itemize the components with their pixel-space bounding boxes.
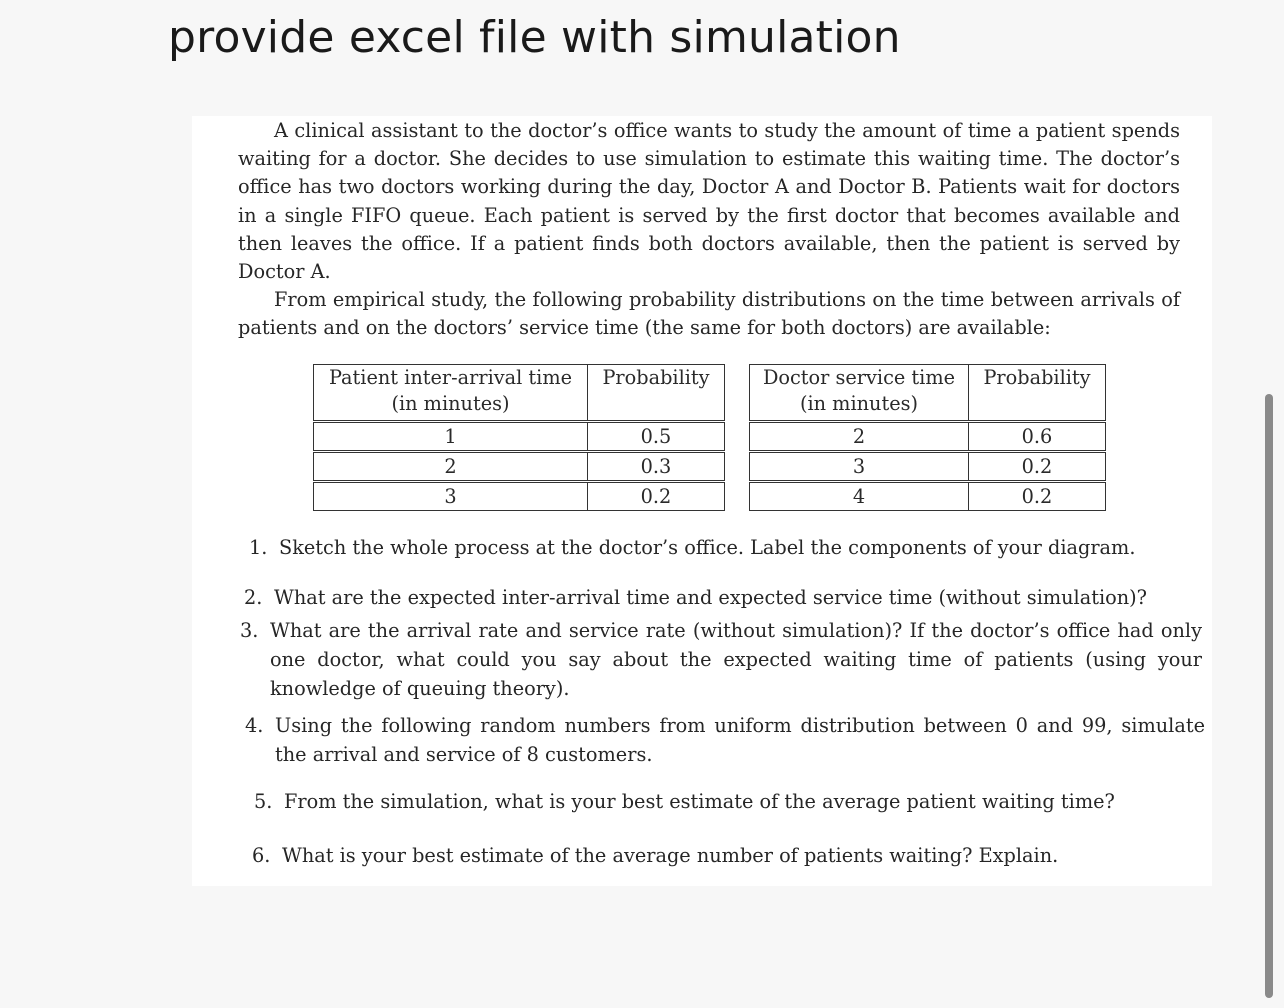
- interarrival-header: [314, 365, 588, 422]
- question-text: Using the following random numbers from uniform distribution between 0 and 99, simulate the arrival and service of 8 customers.: [275, 714, 1205, 766]
- question-text: What are the expected inter-arrival time and expected service time (without simulation)?: [274, 586, 1148, 609]
- interarrival-probability-cell: 0.5: [588, 422, 725, 452]
- question-text: Sketch the whole process at the doctor’s office. Label the components of your diagram.: [279, 536, 1136, 559]
- question-title: provide excel file with simulation: [168, 12, 901, 63]
- service-time-cell: 2: [750, 422, 969, 452]
- interarrival-probability-header: Probability: [588, 365, 725, 422]
- interarrival-header-line1: Patient inter-arrival time: [328, 366, 573, 389]
- question-6: [252, 841, 1182, 870]
- question-text: What is your best estimate of the average number of patients waiting? Explain.: [282, 844, 1059, 867]
- service-probability-cell: 0.2: [969, 452, 1106, 482]
- service-header: [750, 365, 969, 422]
- interarrival-time-cell: 3: [314, 482, 588, 511]
- table-row: [750, 422, 1106, 452]
- table-row: [314, 482, 725, 511]
- interarrival-probability-cell: 0.2: [588, 482, 725, 511]
- question-5: [254, 787, 1184, 816]
- problem-paragraph-1: A clinical assistant to the doctor’s office wants to study the amount of time a patient spends waiting for a doctor. She decides to use simulation to estimate this waiting time. The doctor’s office has two doctors working during the day, Doctor A and Doctor B. Patients wait for doctors in a single FIFO queue. Each patient is served by the first doctor that becomes available and then leaves the office. If a patient finds both doctors available, then the patient is served by Doctor A.: [238, 119, 1180, 284]
- table-row: [750, 482, 1106, 511]
- interarrival-probability-cell: 0.3: [588, 452, 725, 482]
- interarrival-distribution-table: [313, 364, 725, 511]
- table-row: [314, 452, 725, 482]
- question-number: 4.: [245, 714, 264, 737]
- question-text: From the simulation, what is your best estimate of the average patient waiting time?: [284, 790, 1115, 813]
- service-probability-cell: 0.6: [969, 422, 1106, 452]
- question-text: What are the arrival rate and service rate (without simulation)? If the doctor’s office had only one doctor, what could you say about the expected waiting time of patients (using your knowledge of queuing theory).: [270, 619, 1202, 700]
- question-number: 1.: [249, 536, 268, 559]
- table-row: [750, 452, 1106, 482]
- problem-paragraph-2: From empirical study, the following probability distributions on the time between arrivals of patients and on the doctors’ service time (the same for both doctors) are available:: [238, 288, 1180, 340]
- service-time-cell: 4: [750, 482, 969, 511]
- interarrival-time-cell: 1: [314, 422, 588, 452]
- service-probability-cell: 0.2: [969, 482, 1106, 511]
- question-1: [249, 533, 1179, 562]
- interarrival-header-line2: (in minutes): [391, 392, 510, 415]
- service-time-distribution-table: [749, 364, 1106, 511]
- question-number: 5.: [254, 790, 273, 813]
- question-number: 2.: [244, 586, 263, 609]
- question-4: [245, 711, 1205, 769]
- vertical-scrollbar[interactable]: [1265, 394, 1273, 998]
- service-header-line1: Doctor service time: [762, 366, 956, 389]
- interarrival-time-cell: 2: [314, 452, 588, 482]
- service-time-cell: 3: [750, 452, 969, 482]
- question-2: [244, 583, 1204, 612]
- service-probability-header: Probability: [969, 365, 1106, 422]
- question-number: 6.: [252, 844, 271, 867]
- service-header-line2: (in minutes): [799, 392, 919, 415]
- question-3: [240, 616, 1202, 703]
- problem-document: [192, 116, 1212, 886]
- question-number: 3.: [240, 619, 259, 642]
- table-row: [314, 422, 725, 452]
